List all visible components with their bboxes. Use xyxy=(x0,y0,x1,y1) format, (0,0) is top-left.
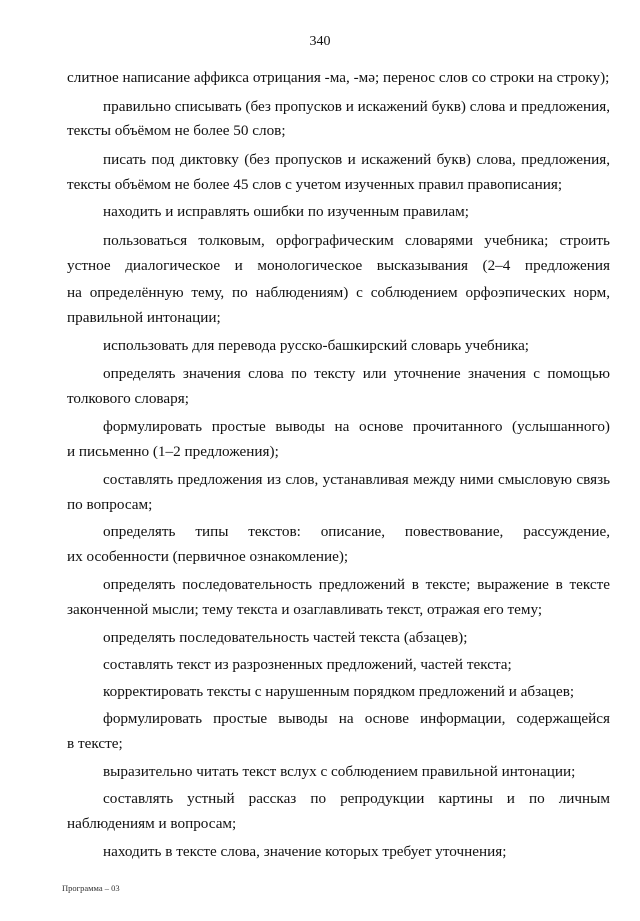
footer-label: Программа – 03 xyxy=(62,883,120,893)
text-line: составлять устный рассказ по репродукции картины и по личным xyxy=(103,790,610,807)
text-line: составлять предложения из слов, устанавливая между ними смысловую связь xyxy=(103,471,610,488)
text-line: составлять текст из разрозненных предложений, частей текста; xyxy=(103,656,512,673)
text-line: писать под диктовку (без пропусков и искажений букв) слова, предложения, xyxy=(103,151,610,168)
text-line: определять значения слова по тексту или уточнение значения с помощью xyxy=(103,365,610,382)
text-line: пользоваться толковым, орфографическим словарями учебника; строить xyxy=(103,232,610,249)
text-line: устное диалогическое и монологическое высказывания (2–4 предложения xyxy=(67,257,610,274)
text-line: определять типы текстов: описание, повествование, рассуждение, xyxy=(103,523,610,540)
text-line: правильной интонации; xyxy=(67,309,221,326)
text-line: и письменно (1–2 предложения); xyxy=(67,443,279,460)
text-line: использовать для перевода русско-башкирский словарь учебника; xyxy=(103,337,530,354)
text-line: тексты объёмом не более 45 слов с учетом изученных правил правописания; xyxy=(67,176,563,193)
text-line: на определённую тему, по наблюдениям) с соблюдением орфоэпических норм, xyxy=(67,284,610,301)
text-line: тексты объёмом не более 50 слов; xyxy=(67,122,286,139)
text-line: в тексте; xyxy=(67,735,123,752)
text-line: правильно списывать (без пропусков и искажений букв) слова и предложения, xyxy=(103,98,610,115)
text-line: толкового словаря; xyxy=(67,390,189,407)
text-line: определять последовательность частей текста (абзацев); xyxy=(103,629,468,646)
text-line: находить и исправлять ошибки по изученным правилам; xyxy=(103,203,469,220)
page-number: 340 xyxy=(309,34,331,49)
text-line: определять последовательность предложений в тексте; выражение в тексте xyxy=(103,576,610,593)
text-line: находить в тексте слова, значение которых требует уточнения; xyxy=(103,843,507,860)
text-line: формулировать простые выводы на основе прочитанного (услышанного) xyxy=(103,418,610,435)
text-line: слитное написание аффикса отрицания -ма, -мә; перенос слов со строки на строку); xyxy=(67,69,610,86)
text-line: корректировать тексты с нарушенным порядком предложений и абзацев; xyxy=(103,683,575,700)
text-line: их особенности (первичное ознакомление); xyxy=(67,548,349,565)
text-line: наблюдениям и вопросам; xyxy=(67,815,237,832)
text-line: выразительно читать текст вслух с соблюдением правильной интонации; xyxy=(103,763,576,780)
text-line: законченной мысли; тему текста и озаглавливать текст, отражая его тему; xyxy=(67,601,543,618)
text-line: формулировать простые выводы на основе информации, содержащейся xyxy=(103,710,610,727)
text-line: по вопросам; xyxy=(67,496,153,513)
